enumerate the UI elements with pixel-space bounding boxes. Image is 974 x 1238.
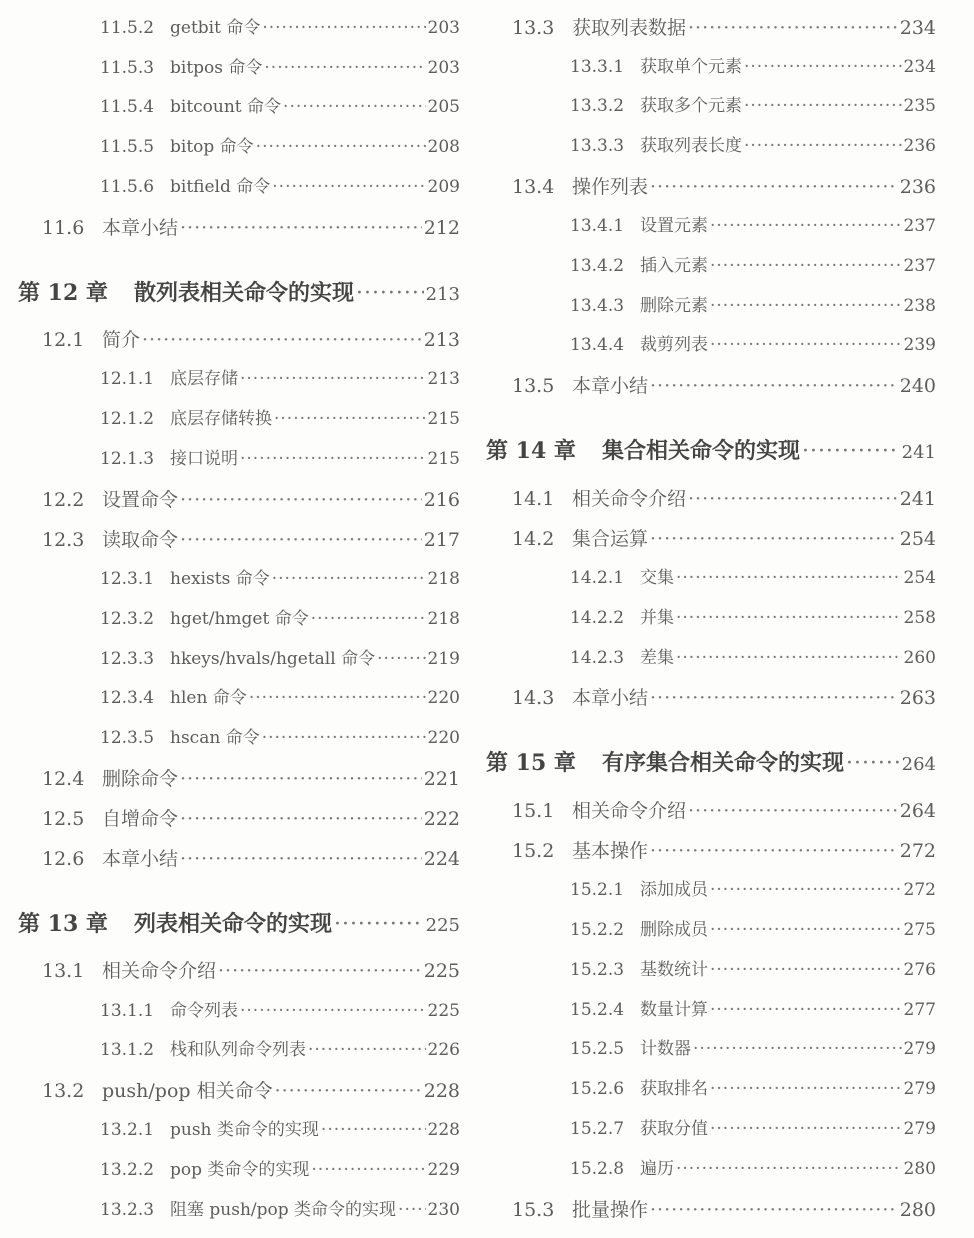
toc-entry xyxy=(476,372,936,400)
toc-entry-title: push 类命令的实现 xyxy=(170,1120,319,1140)
dot-leader xyxy=(311,1156,425,1184)
toc-entry-title: getbit 命令 xyxy=(170,18,261,38)
toc-entry-title: 获取列表长度 xyxy=(640,136,742,156)
toc-entry-page: 205 xyxy=(427,97,460,117)
toc-entry-title: pop 类命令的实现 xyxy=(170,1160,310,1180)
toc-entry xyxy=(476,564,936,592)
toc-entry-page: 215 xyxy=(427,409,460,429)
toc-entry xyxy=(476,173,936,201)
toc-entry xyxy=(476,916,936,944)
toc-entry-page: 258 xyxy=(903,608,936,628)
toc-entry-page: 279 xyxy=(903,1079,936,1099)
toc-entry-page: 228 xyxy=(423,1080,460,1102)
dot-leader xyxy=(650,173,898,201)
dot-leader xyxy=(676,564,902,592)
toc-entry xyxy=(0,805,460,833)
toc-entry-page: 279 xyxy=(903,1039,936,1059)
toc-entry-title: hkeys/hvals/hgetall 命令 xyxy=(170,649,376,669)
toc-entry xyxy=(0,173,460,201)
dot-leader xyxy=(321,1116,426,1144)
dot-leader xyxy=(802,438,900,466)
dot-leader xyxy=(676,1155,902,1183)
toc-entry-page: 228 xyxy=(427,1120,460,1140)
toc-entry-number: 13.3.1 xyxy=(570,57,625,77)
toc-entry-page: 213 xyxy=(427,369,460,389)
dot-leader xyxy=(710,956,902,984)
toc-entry-page: 237 xyxy=(903,256,936,276)
toc-entry-title: hexists 命令 xyxy=(170,569,270,589)
toc-entry-title: 基数统计 xyxy=(640,960,708,980)
toc-entry-page: 260 xyxy=(903,648,936,668)
toc-entry-title: hget/hmget 命令 xyxy=(170,609,309,629)
dot-leader xyxy=(218,957,422,985)
toc-entry-number: 14.2.3 xyxy=(570,648,625,668)
toc-entry xyxy=(0,1036,460,1064)
toc-entry-title: 设置元素 xyxy=(640,216,708,236)
toc-entry-number: 13.2 xyxy=(42,1080,85,1102)
toc-entry-number: 14.2.1 xyxy=(570,568,625,588)
toc-entry-title: 并集 xyxy=(640,608,674,628)
toc-entry xyxy=(476,92,936,120)
toc-entry-page: 279 xyxy=(903,1119,936,1139)
toc-entry-page: 277 xyxy=(903,1000,936,1020)
toc-entry-title: 读取命令 xyxy=(102,529,179,551)
dot-leader xyxy=(180,526,422,554)
toc-entry xyxy=(0,326,460,354)
toc-entry-number: 15.2.5 xyxy=(570,1039,625,1059)
dot-leader xyxy=(710,252,902,280)
toc-entry-page: 222 xyxy=(423,808,460,830)
toc-entry xyxy=(0,486,460,514)
toc-entry xyxy=(0,605,460,633)
toc-entry-title: 删除命令 xyxy=(102,768,179,790)
toc-entry-page: 216 xyxy=(423,489,460,511)
toc-entry-number: 13.4.4 xyxy=(570,335,625,355)
toc-entry-number: 12.1.3 xyxy=(100,449,155,469)
dot-leader xyxy=(334,911,424,939)
toc-entry-title: 批量操作 xyxy=(572,1199,649,1221)
toc-entry-title: 命令列表 xyxy=(170,1001,238,1021)
toc-entry-page: 263 xyxy=(899,687,936,709)
toc-entry-page: 229 xyxy=(427,1160,460,1180)
toc-entry-title: 底层存储 xyxy=(170,369,238,389)
toc-entry xyxy=(476,14,936,42)
toc-entry-page: 209 xyxy=(427,177,460,197)
toc-entry-page: 280 xyxy=(899,1199,936,1221)
dot-leader xyxy=(240,445,426,473)
toc-entry-page: 264 xyxy=(899,800,936,822)
dot-leader xyxy=(688,485,898,513)
toc-entry-title: 添加成员 xyxy=(640,880,708,900)
toc-entry xyxy=(476,644,936,672)
toc-entry xyxy=(476,132,936,160)
toc-entry-title: 本章小结 xyxy=(102,848,179,870)
toc-entry-page: 239 xyxy=(903,335,936,355)
toc-entry xyxy=(0,93,460,121)
toc-entry xyxy=(476,1196,936,1224)
toc-entry-number: 13.3.3 xyxy=(570,136,625,156)
dot-leader xyxy=(240,997,426,1025)
toc-entry-page: 238 xyxy=(903,296,936,316)
toc-entry-title: 获取多个元素 xyxy=(640,96,742,116)
toc-entry-number: 13.4.3 xyxy=(570,296,625,316)
toc-entry-page: 272 xyxy=(899,840,936,862)
toc-entry-number: 13.3 xyxy=(512,17,555,39)
toc-entry xyxy=(0,565,460,593)
toc-entry xyxy=(476,485,936,513)
dot-leader xyxy=(180,486,422,514)
toc-entry-title: 本章小结 xyxy=(572,375,649,397)
dot-leader xyxy=(650,372,898,400)
toc-entry xyxy=(0,526,460,554)
toc-entry xyxy=(0,957,460,985)
toc-entry-page: 225 xyxy=(425,915,460,936)
toc-entry-title: 遍历 xyxy=(640,1159,674,1179)
toc-entry xyxy=(476,604,936,632)
toc-entry-page: 203 xyxy=(427,58,460,78)
dot-leader xyxy=(311,605,426,633)
toc-entry xyxy=(0,765,460,793)
toc-entry-page: 215 xyxy=(427,449,460,469)
toc-entry-number: 第 14 章 xyxy=(486,438,576,464)
toc-entry-page: 234 xyxy=(899,17,936,39)
toc-entry-page: 221 xyxy=(423,768,460,790)
toc-entry-page: 240 xyxy=(899,375,936,397)
dot-leader xyxy=(262,14,425,42)
toc-entry-number: 12.1.1 xyxy=(100,369,155,389)
dot-leader xyxy=(710,916,902,944)
toc-entry xyxy=(476,212,936,240)
dot-leader xyxy=(180,845,422,873)
toc-entry xyxy=(476,956,936,984)
toc-entry-number: 13.4 xyxy=(512,176,555,198)
dot-leader xyxy=(710,876,902,904)
toc-entry-number: 12.2 xyxy=(42,489,85,511)
toc-entry-number: 12.3.2 xyxy=(100,609,155,629)
toc-entry xyxy=(476,1075,936,1103)
dot-leader xyxy=(283,93,426,121)
dot-leader xyxy=(256,133,426,161)
toc-chapter-entry xyxy=(476,749,936,777)
toc-entry-title: 阻塞 push/pop 类命令的实现 xyxy=(170,1200,397,1220)
toc-entry xyxy=(476,876,936,904)
toc-entry-number: 11.5.5 xyxy=(100,137,155,157)
dot-leader xyxy=(744,132,902,160)
dot-leader xyxy=(693,1035,902,1063)
toc-entry xyxy=(0,1077,460,1105)
toc-entry-number: 12.1 xyxy=(42,329,85,351)
dot-leader xyxy=(308,1036,426,1064)
toc-entry-title: 插入元素 xyxy=(640,256,708,276)
toc-entry-page: 236 xyxy=(899,176,936,198)
toc-entry xyxy=(0,405,460,433)
toc-entry-number: 15.2.3 xyxy=(570,960,625,980)
toc-entry-title: 集合相关命令的实现 xyxy=(601,438,800,464)
toc-entry-title: 差集 xyxy=(640,648,674,668)
dot-leader xyxy=(249,684,426,712)
toc-entry-title: hlen 命令 xyxy=(170,688,247,708)
toc-entry-number: 13.2.1 xyxy=(100,1120,155,1140)
toc-entry xyxy=(476,252,936,280)
toc-entry-page: 276 xyxy=(903,960,936,980)
toc-entry-number: 13.2.3 xyxy=(100,1200,155,1220)
toc-entry-title: 相关命令介绍 xyxy=(102,960,217,982)
toc-entry xyxy=(0,14,460,42)
toc-entry-title: 列表相关命令的实现 xyxy=(133,911,332,937)
dot-leader xyxy=(180,805,422,833)
toc-entry xyxy=(0,214,460,242)
toc-entry-page: 203 xyxy=(427,18,460,38)
toc-entry-number: 12.3.4 xyxy=(100,688,155,708)
toc-entry-number: 12.6 xyxy=(42,848,85,870)
dot-leader xyxy=(272,565,426,593)
toc-entry-number: 13.3.2 xyxy=(570,96,625,116)
toc-entry-number: 14.3 xyxy=(512,687,555,709)
toc-entry-number: 15.2.8 xyxy=(570,1159,625,1179)
toc-entry-title: 删除元素 xyxy=(640,296,708,316)
toc-entry-number: 13.1.1 xyxy=(100,1001,155,1021)
toc-entry xyxy=(0,724,460,752)
toc-entry-number: 13.4.1 xyxy=(570,216,625,236)
toc-entry-page: 225 xyxy=(427,1001,460,1021)
toc-entry-page: 220 xyxy=(427,688,460,708)
dot-leader xyxy=(710,1075,902,1103)
toc-entry-page: 208 xyxy=(427,137,460,157)
toc-entry-title: 有序集合相关命令的实现 xyxy=(601,750,844,776)
toc-entry xyxy=(0,684,460,712)
toc-entry xyxy=(0,845,460,873)
toc-entry-title: 底层存储转换 xyxy=(170,409,272,429)
toc-entry xyxy=(0,1196,460,1224)
toc-entry-number: 第 12 章 xyxy=(18,280,108,306)
toc-entry-number: 15.2.1 xyxy=(570,880,625,900)
toc-entry-number: 12.3.1 xyxy=(100,569,155,589)
toc-entry-title: bitcount 命令 xyxy=(170,97,282,117)
toc-entry-number: 11.5.6 xyxy=(100,177,155,197)
dot-leader xyxy=(650,1196,898,1224)
dot-leader xyxy=(744,92,902,120)
toc-entry-number: 15.3 xyxy=(512,1199,555,1221)
dot-leader xyxy=(710,212,902,240)
toc-entry-number: 13.1 xyxy=(42,960,85,982)
toc-entry-page: 254 xyxy=(899,528,936,550)
dot-leader xyxy=(846,750,900,778)
toc-entry-page: 224 xyxy=(423,848,460,870)
toc-entry-title: 数量计算 xyxy=(640,1000,708,1020)
toc-entry xyxy=(0,133,460,161)
toc-entry-page: 272 xyxy=(903,880,936,900)
toc-entry-number: 11.5.2 xyxy=(100,18,155,38)
dot-leader xyxy=(710,1115,902,1143)
toc-entry xyxy=(0,997,460,1025)
toc-entry xyxy=(476,525,936,553)
toc-entry-page: 275 xyxy=(903,920,936,940)
toc-entry-title: hscan 命令 xyxy=(170,728,260,748)
toc-entry-number: 11.5.4 xyxy=(100,97,155,117)
toc-entry-number: 第 15 章 xyxy=(486,750,576,776)
toc-entry-title: 相关命令介绍 xyxy=(572,488,687,510)
toc-entry-number: 15.2.7 xyxy=(570,1119,625,1139)
toc-entry-title: 本章小结 xyxy=(572,687,649,709)
dot-leader xyxy=(710,292,902,320)
dot-leader xyxy=(180,214,422,242)
toc-entry xyxy=(476,797,936,825)
dot-leader xyxy=(650,837,898,865)
toc-entry-page: 254 xyxy=(903,568,936,588)
toc-entry xyxy=(476,837,936,865)
toc-entry-number: 12.5 xyxy=(42,808,85,830)
toc-entry-page: 241 xyxy=(899,488,936,510)
toc-entry-page: 280 xyxy=(903,1159,936,1179)
toc-entry-page: 241 xyxy=(901,442,936,463)
toc-entry-page: 219 xyxy=(427,649,460,669)
dot-leader xyxy=(650,525,898,553)
toc-entry-page: 225 xyxy=(423,960,460,982)
toc-entry-title: 获取排名 xyxy=(640,1079,708,1099)
toc-entry-title: 简介 xyxy=(102,329,141,351)
toc-entry xyxy=(476,684,936,712)
dot-leader xyxy=(272,173,425,201)
toc-entry xyxy=(0,445,460,473)
dot-leader xyxy=(274,405,426,433)
toc-entry-title: 相关命令介绍 xyxy=(572,800,687,822)
dot-leader xyxy=(676,644,902,672)
toc-entry-title: 集合运算 xyxy=(572,528,649,550)
toc-entry-number: 12.1.2 xyxy=(100,409,155,429)
toc-entry-number: 12.3.3 xyxy=(100,649,155,669)
toc-entry-page: 212 xyxy=(423,217,460,239)
toc-entry-number: 15.1 xyxy=(512,800,555,822)
dot-leader xyxy=(688,14,898,42)
toc-entry xyxy=(476,996,936,1024)
toc-entry xyxy=(476,1115,936,1143)
dot-leader xyxy=(240,365,426,393)
toc-entry-title: 删除成员 xyxy=(640,920,708,940)
toc-entry-page: 213 xyxy=(425,284,460,305)
toc-entry xyxy=(476,1155,936,1183)
toc-entry-number: 第 13 章 xyxy=(18,911,108,937)
toc-entry-number: 13.5 xyxy=(512,375,555,397)
toc-entry-page: 218 xyxy=(427,609,460,629)
toc-entry-title: 交集 xyxy=(640,568,674,588)
toc-entry xyxy=(0,645,460,673)
toc-entry-title: 获取分值 xyxy=(640,1119,708,1139)
toc-entry-number: 15.2.6 xyxy=(570,1079,625,1099)
dot-leader xyxy=(650,684,898,712)
toc-entry xyxy=(476,53,936,81)
toc-entry-number: 11.5.3 xyxy=(100,58,155,78)
dot-leader xyxy=(398,1196,426,1224)
dot-leader xyxy=(710,331,902,359)
toc-entry-number: 15.2 xyxy=(512,840,555,862)
toc-entry-title: push/pop 相关命令 xyxy=(102,1080,273,1102)
toc-entry-title: 接口说明 xyxy=(170,449,238,469)
toc-entry-number: 14.1 xyxy=(512,488,555,510)
toc-entry-title: bitop 命令 xyxy=(170,137,254,157)
dot-leader xyxy=(688,797,898,825)
toc-entry-title: 设置命令 xyxy=(102,489,179,511)
toc-entry-title: 操作列表 xyxy=(572,176,649,198)
toc-entry-page: 237 xyxy=(903,216,936,236)
toc-entry-title: 获取单个元素 xyxy=(640,57,742,77)
toc-entry xyxy=(0,365,460,393)
dot-leader xyxy=(142,326,422,354)
toc-entry-number: 14.2.2 xyxy=(570,608,625,628)
toc-entry-number: 12.3 xyxy=(42,529,85,551)
toc-entry-title: 栈和队列命令列表 xyxy=(170,1040,306,1060)
dot-leader xyxy=(710,996,902,1024)
dot-leader xyxy=(377,645,425,673)
toc-entry-page: 230 xyxy=(427,1200,460,1220)
toc-chapter-entry xyxy=(0,910,460,938)
toc-entry-title: 基本操作 xyxy=(572,840,649,862)
toc-entry-number: 15.2.2 xyxy=(570,920,625,940)
toc-entry-page: 213 xyxy=(423,329,460,351)
toc-entry-title: 本章小结 xyxy=(102,217,179,239)
toc-entry-title: 散列表相关命令的实现 xyxy=(133,280,354,306)
toc-entry xyxy=(476,292,936,320)
toc-entry-page: 217 xyxy=(423,529,460,551)
toc-entry-page: 234 xyxy=(903,57,936,77)
toc-entry xyxy=(0,54,460,82)
toc-entry-number: 14.2 xyxy=(512,528,555,550)
dot-leader xyxy=(180,765,422,793)
toc-entry-page: 218 xyxy=(427,569,460,589)
toc-entry-number: 12.4 xyxy=(42,768,85,790)
dot-leader xyxy=(275,1077,422,1105)
toc-entry-title: 获取列表数据 xyxy=(572,17,687,39)
toc-entry-title: bitpos 命令 xyxy=(170,58,263,78)
toc-entry xyxy=(476,331,936,359)
dot-leader xyxy=(676,604,902,632)
toc-entry xyxy=(0,1116,460,1144)
toc-entry-number: 12.3.5 xyxy=(100,728,155,748)
toc-entry-title: 自增命令 xyxy=(102,808,179,830)
dot-leader xyxy=(264,54,425,82)
toc-entry-title: 裁剪列表 xyxy=(640,335,708,355)
toc-chapter-entry xyxy=(476,437,936,465)
toc-entry-number: 11.6 xyxy=(42,217,85,239)
toc-entry-number: 15.2.4 xyxy=(570,1000,625,1020)
toc-chapter-entry xyxy=(0,279,460,307)
toc-entry-page: 264 xyxy=(901,754,936,775)
toc-entry-number: 13.1.2 xyxy=(100,1040,155,1060)
toc-entry-page: 236 xyxy=(903,136,936,156)
toc-entry xyxy=(476,1035,936,1063)
toc-entry-page: 226 xyxy=(427,1040,460,1060)
dot-leader xyxy=(356,280,424,308)
toc-entry xyxy=(0,1156,460,1184)
dot-leader xyxy=(744,53,902,81)
toc-entry-number: 13.2.2 xyxy=(100,1160,155,1180)
toc-entry-title: 计数器 xyxy=(640,1039,691,1059)
dot-leader xyxy=(262,724,426,752)
toc-entry-page: 220 xyxy=(427,728,460,748)
toc-entry-number: 13.4.2 xyxy=(570,256,625,276)
toc-entry-title: bitfield 命令 xyxy=(170,177,271,197)
toc-entry-page: 235 xyxy=(903,96,936,116)
